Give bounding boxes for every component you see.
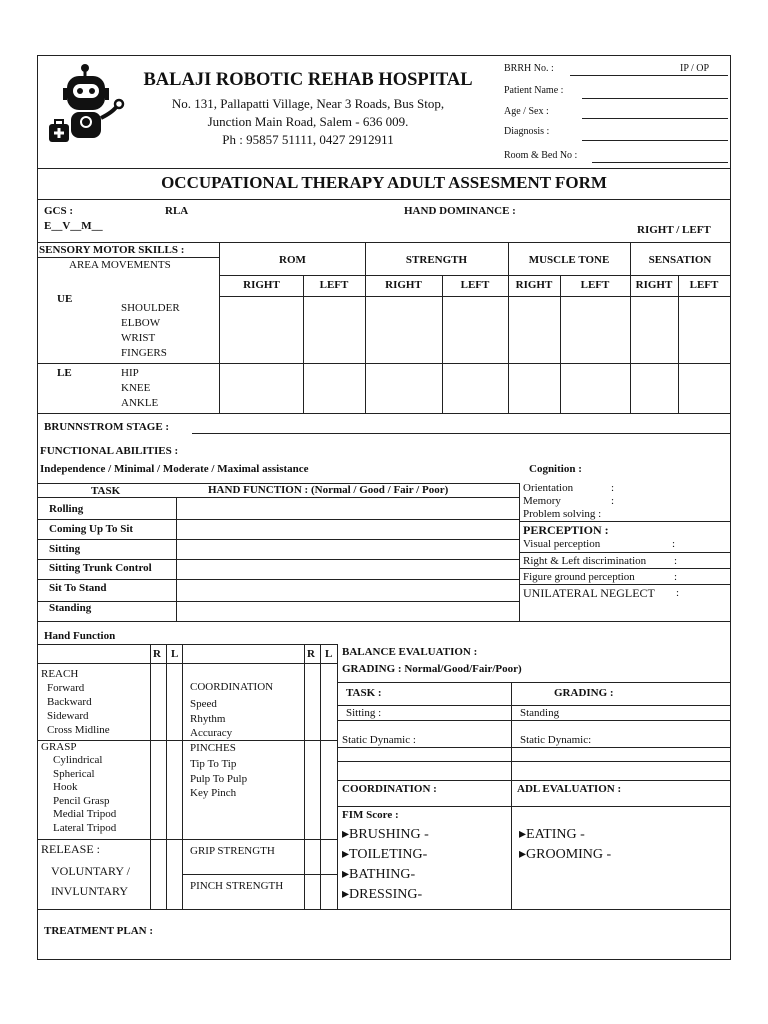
cognition-title: Cognition : [529, 463, 582, 475]
perc-right-left: Right & Left discrimination [523, 555, 647, 567]
diagnosis-label: Diagnosis : [504, 126, 550, 137]
le-label: LE [57, 367, 72, 379]
task-standing: Standing [49, 602, 92, 614]
task-header: TASK [91, 485, 121, 497]
strength-header: STRENGTH [405, 254, 468, 266]
age-sex-field[interactable] [582, 118, 728, 119]
evm-field[interactable]: E__V__M__ [44, 220, 103, 232]
fim-eating-label: EATING - [526, 827, 585, 842]
fim-score-label: FIM Score : [342, 809, 399, 821]
rom-right: RIGHT [243, 279, 280, 291]
grasp-spherical: Spherical [53, 767, 95, 780]
bullet-icon: ▸ [342, 827, 350, 842]
task-rolling: Rolling [49, 503, 84, 515]
header-divider [37, 168, 731, 169]
grasp-medial-tripod: Medial Tripod [53, 808, 117, 821]
grip-strength-label: GRIP STRENGTH [190, 845, 275, 857]
pinch-items [190, 757, 247, 801]
cog-memory: Memory [523, 495, 561, 507]
functional-title: FUNCTIONAL ABILITIES : [40, 445, 179, 457]
room-bed-label: Room & Bed No : [504, 150, 578, 161]
perc-colon-2: : [674, 555, 678, 567]
fim-dressing [342, 885, 429, 905]
hospital-phone: Ph : 95857 51111, 0427 2912911 [222, 132, 394, 147]
perception-title: PERCEPTION : [523, 523, 609, 537]
room-bed-field[interactable] [592, 162, 728, 163]
perc-visual: Visual perception [523, 538, 601, 550]
grasp-lateral-tripod: Lateral Tripod [53, 821, 117, 834]
rom-header: ROM [279, 254, 306, 266]
reach-backward: Backward [47, 696, 92, 708]
pinch-tip-to-tip: Tip To Tip [190, 758, 237, 770]
fim-grooming [519, 845, 611, 865]
bullet-icon: ▸ [342, 847, 350, 862]
muscle-tone-header: MUSCLE TONE [528, 254, 610, 266]
balance-title: BALANCE EVALUATION : [342, 646, 478, 658]
treatment-plan-label: TREATMENT PLAN : [44, 925, 153, 937]
coord-rhythm: Rhythm [190, 712, 226, 725]
ip-op-label: IP / OP [680, 63, 710, 74]
frame-bottom [37, 959, 731, 960]
task-sit-to-stand: Sit To Stand [49, 582, 107, 594]
l-header-2: L [325, 648, 333, 660]
brrh-label: BRRH No. : [504, 63, 554, 74]
tone-right: RIGHT [515, 279, 553, 291]
fim-bathing-label: BATHING- [349, 867, 416, 882]
release-label: RELEASE : [41, 842, 100, 856]
grasp-hook: Hook [53, 781, 78, 794]
hip-label: HIP [121, 367, 139, 379]
brrh-field[interactable] [570, 75, 728, 76]
form-title: OCCUPATIONAL THERAPY ADULT ASSESMENT FORM [161, 173, 607, 192]
age-sex-label: Age / Sex : [504, 106, 549, 117]
grasp-cylindrical: Cylindrical [53, 754, 103, 766]
le-items [121, 366, 158, 411]
fim-dressing-label: DRESSING- [349, 887, 423, 902]
bullet-icon: ▸ [519, 827, 527, 842]
pinch-pulp-to-pulp: Pulp To Pulp [190, 772, 248, 785]
tone-left: LEFT [580, 279, 610, 291]
fim-brushing-label: BRUSHING - [349, 827, 429, 842]
coordination-section-label: COORDINATION : [342, 783, 437, 795]
pinch-key: Key Pinch [190, 787, 237, 799]
balance-static-dynamic-1: Static Dynamic : [342, 734, 416, 746]
elbow-label: ELBOW [121, 317, 161, 329]
rom-left: LEFT [319, 279, 349, 291]
patient-name-label: Patient Name : [504, 85, 564, 96]
perc-colon-1: : [672, 538, 676, 550]
release-voluntary: VOLUNTARY / [51, 864, 130, 878]
fim-right-list [519, 825, 611, 865]
reach-items [47, 681, 110, 737]
grasp-pencil: Pencil Grasp [53, 794, 110, 807]
ankle-label: ANKLE [121, 397, 159, 409]
hospital-name: BALAJI ROBOTIC REHAB HOSPITAL [143, 70, 473, 90]
robot-logo-icon [45, 62, 127, 152]
balance-task-header: TASK : [346, 687, 382, 699]
balance-grading-header: GRADING : [554, 687, 614, 699]
balance-standing: Standing [520, 707, 560, 719]
cog-orientation: Orientation [523, 482, 574, 494]
right-left-option[interactable]: RIGHT / LEFT [637, 224, 711, 236]
hospital-address-line1: No. 131, Pallapatti Village, Near 3 Roads, Bus Stop, [171, 96, 445, 111]
task-trunk-control: Sitting Trunk Control [49, 562, 152, 574]
coord-speed: Speed [190, 698, 217, 710]
hand-function-title: Hand Function [44, 630, 116, 642]
l-header-1: L [171, 648, 179, 660]
fim-eating [519, 825, 611, 845]
hand-dominance-label: HAND DOMINANCE : [404, 205, 516, 217]
frame-top [37, 55, 731, 56]
fim-left-list [342, 825, 429, 905]
wrist-label: WRIST [121, 332, 156, 344]
coord-accuracy: Accuracy [190, 727, 233, 739]
task-sitting: Sitting [49, 543, 81, 555]
reach-label: REACH [41, 668, 79, 680]
balance-sitting: Sitting : [346, 707, 382, 719]
perc-colon-3: : [674, 571, 678, 583]
perc-unilateral-neglect: UNILATERAL NEGLECT [523, 586, 655, 600]
strength-right: RIGHT [385, 279, 422, 291]
coordination-items [190, 697, 232, 741]
gcs-label: GCS : [44, 205, 74, 217]
r-header-1: R [153, 648, 161, 660]
ue-label: UE [57, 293, 73, 305]
r-header-2: R [307, 648, 315, 660]
cog-problem-solving: Problem solving : [523, 508, 602, 520]
diagnosis-field[interactable] [582, 140, 728, 141]
balance-static-dynamic-2: Static Dynamic: [520, 734, 592, 746]
sensory-top-line [37, 242, 731, 243]
reach-sideward: Sideward [47, 710, 89, 722]
sensory-title: SENSORY MOTOR SKILLS : [39, 244, 185, 256]
fim-toileting [342, 845, 429, 865]
fim-bathing [342, 865, 429, 885]
reach-forward: Forward [47, 682, 85, 694]
patient-name-field[interactable] [582, 98, 728, 99]
task-coming-up: Coming Up To Sit [49, 523, 134, 535]
sensation-left: LEFT [689, 279, 719, 291]
bullet-icon: ▸ [342, 867, 350, 882]
cog-colon-2: : [611, 495, 615, 507]
shoulder-label: SHOULDER [121, 302, 180, 314]
grasp-items [53, 754, 116, 836]
area-movements-label: AREA MOVEMENTS [69, 259, 171, 271]
bullet-icon: ▸ [342, 887, 350, 902]
coordination-label: COORDINATION [190, 681, 274, 693]
perc-colon-4: : [676, 587, 680, 599]
reach-cross-midline: Cross Midline [47, 724, 110, 736]
sensation-right: RIGHT [635, 279, 673, 291]
title-divider [37, 199, 731, 200]
release-involuntary: INVLUNTARY [51, 884, 129, 898]
hospital-address-line2: Junction Main Road, Salem - 636 009. [207, 114, 409, 129]
knee-label: KNEE [121, 382, 151, 394]
assistance-scale: Independence / Minimal / Moderate / Maximal assistance [40, 463, 309, 475]
rla-label: RLA [165, 205, 189, 217]
perc-figure-ground: Figure ground perception [523, 571, 635, 583]
strength-left: LEFT [460, 279, 490, 291]
bullet-icon: ▸ [519, 847, 527, 862]
cog-colon-1: : [611, 482, 615, 494]
fim-toileting-label: TOILETING- [349, 847, 428, 862]
balance-grading-scale: GRADING : Normal/Good/Fair/Poor) [342, 663, 522, 675]
brunnstrom-field[interactable] [192, 433, 730, 434]
ue-items [121, 301, 180, 361]
pinches-label: PINCHES [190, 742, 236, 754]
adl-evaluation-label: ADL EVALUATION : [517, 783, 622, 795]
sensation-header: SENSATION [648, 254, 712, 266]
pinch-strength-label: PINCH STRENGTH [190, 880, 284, 892]
fim-brushing [342, 825, 429, 845]
fingers-label: FINGERS [121, 347, 167, 359]
brunnstrom-label: BRUNNSTROM STAGE : [44, 421, 170, 433]
hand-function-header: HAND FUNCTION : (Normal / Good / Fair / Poor) [208, 484, 449, 496]
grasp-label: GRASP [41, 741, 77, 753]
fim-grooming-label: GROOMING - [526, 847, 612, 862]
